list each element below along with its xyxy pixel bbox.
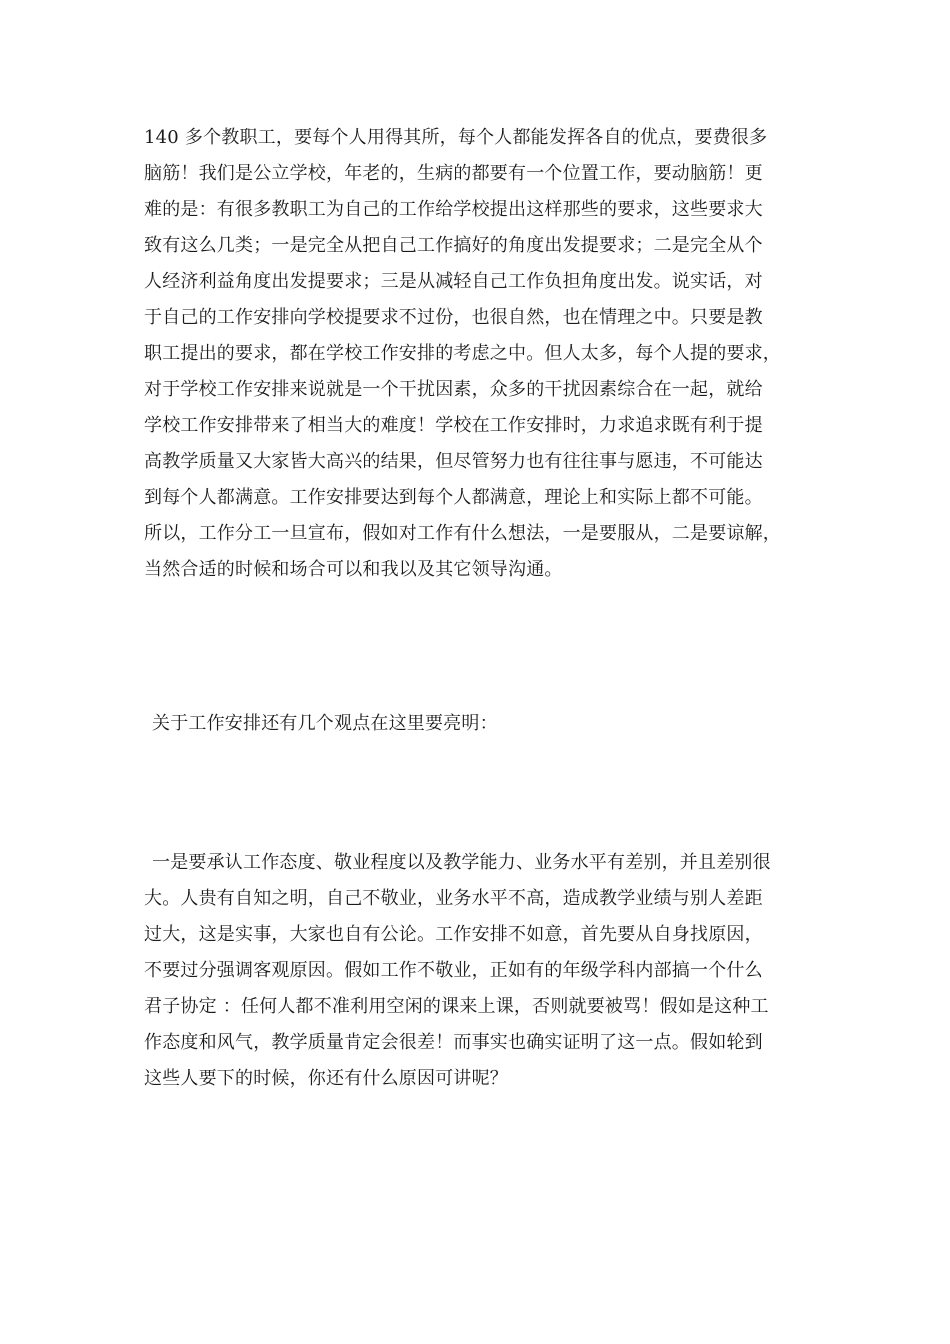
text-line: 关于工作安排还有几个观点在这里要亮明： [152,713,498,734]
text-line: 难的是：有很多教职工为自己的工作给学校提出这样那些的要求，这些要求大 [144,199,763,220]
text-line: 140 多个教职工，要每个人用得其所，每个人都能发挥各自的优点，要费很多 [144,127,768,148]
text-line: 大。人贵有自知之明，自己不敬业，业务水平不高，造成教学业绩与别人差距 [144,888,763,909]
text-line: 高教学质量又大家皆大高兴的结果，但尽管努力也有往往事与愿违，不可能达 [144,451,763,472]
text-line: 不要过分强调客观原因。假如工作不敬业，正如有的年级学科内部搞一个什么 [144,960,763,981]
text-line: 于自己的工作安排向学校提要求不过份，也很自然，也在情理之中。只要是教 [144,307,763,328]
text-line: 一是要承认工作态度、敬业程度以及教学能力、业务水平有差别，并且差别很 [152,852,771,873]
text-line: 脑筋！我们是公立学校，年老的，生病的都要有一个位置工作，要动脑筋！更 [144,163,763,184]
text-line: 作态度和风气，教学质量肯定会很差！而事实也确实证明了这一点。假如轮到 [144,1032,763,1053]
paragraph-viewpoints-intro [144,706,814,742]
text-line: 职工提出的要求，都在学校工作安排的考虑之中。但人太多，每个人提的要求， [144,343,781,364]
text-line: 君子协定 ：任何人都不准利用空闲的课来上课，否则就要被骂！假如是这种工 [144,996,769,1017]
text-line: 对于学校工作安排来说就是一个干扰因素，众多的干扰因素综合在一起，就给 [144,379,763,400]
text-line: 致有这么几类；一是完全从把自己工作搞好的角度出发提要求；二是完全从个 [144,235,763,256]
text-line: 这些人要下的时候，你还有什么原因可讲呢？ [144,1068,508,1089]
text-line: 所以，工作分工一旦宣布，假如对工作有什么想法，一是要服从，二是要谅解， [144,523,781,544]
paragraph-first-viewpoint [144,845,814,1097]
text-line: 学校工作安排带来了相当大的难度！学校在工作安排时，力求追求既有利于提 [144,415,763,436]
text-line: 过大，这是实事，大家也自有公论。工作安排不如意，首先要从自身找原因， [144,924,763,945]
text-line: 当然合适的时候和场合可以和我以及其它领导沟通。 [144,559,563,580]
text-line: 到每个人都满意。工作安排要达到每个人都满意，理论上和实际上都不可能。 [144,487,763,508]
text-line: 人经济利益角度出发提要求；三是从减轻自己工作负担角度出发。说实话，对 [144,271,763,292]
paragraph-staff-requirements [144,120,814,588]
